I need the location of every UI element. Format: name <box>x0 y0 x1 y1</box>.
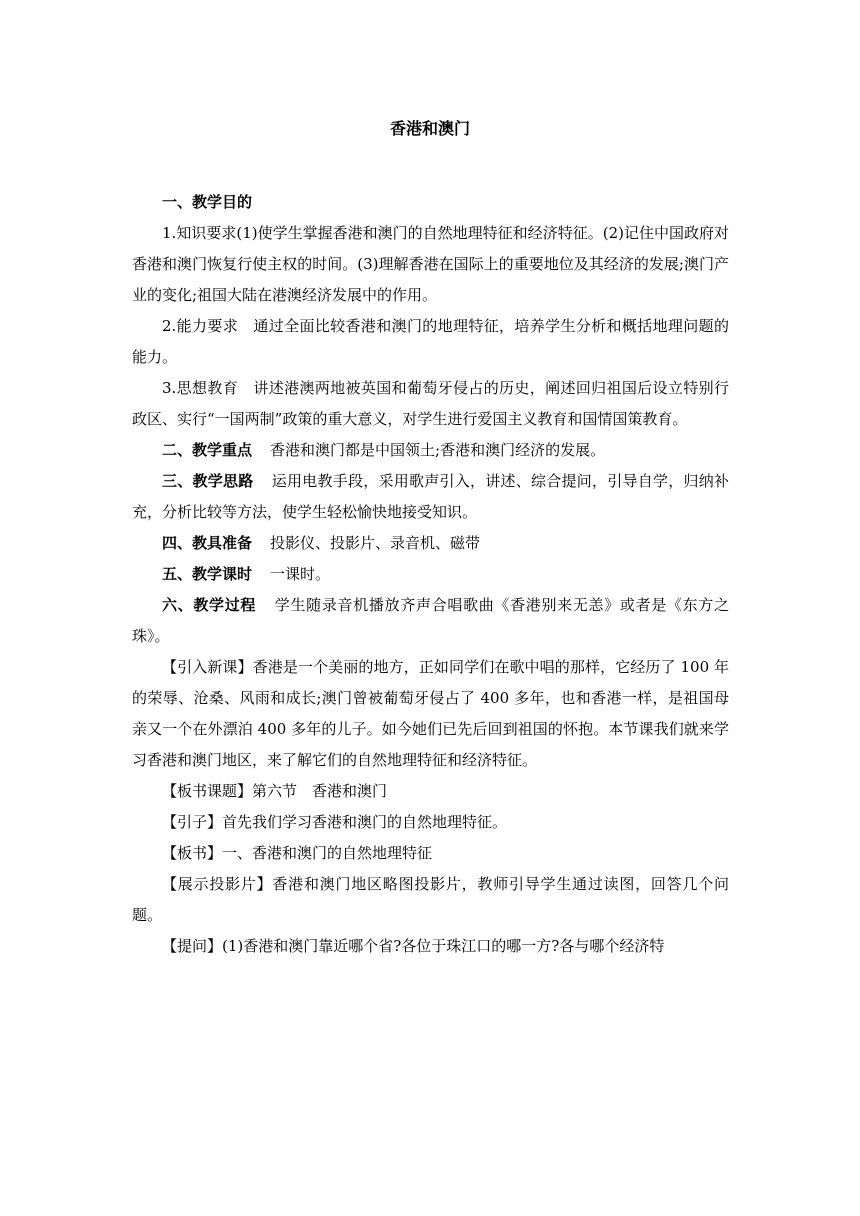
paragraph-board-writing: 【板书】一、香港和澳门的自然地理特征 <box>162 844 433 862</box>
section-teaching-approach <box>132 466 729 528</box>
paragraph-ability-requirements: 2.能力要求 通过全面比较香港和澳门的地理特征，培养学生分析和概括地理问题的能力。 <box>132 317 729 366</box>
document-body <box>132 187 729 962</box>
section-heading-key-points: 二、教学重点 <box>162 441 253 459</box>
paragraph-lead-in: 【引子】首先我们学习香港和澳门的自然地理特征。 <box>162 813 508 831</box>
teaching-process-text: 学生随录音机播放齐声合唱歌曲《香港别来无恙》或者是《东方之珠》。 <box>132 596 729 645</box>
section-heading-teaching-aids: 四、教具准备 <box>162 534 253 552</box>
key-points-text: 香港和澳门都是中国领土;香港和澳门经济的发展。 <box>270 441 606 459</box>
paragraph-ideological-education: 3.思想教育 讲述港澳两地被英国和葡萄牙侵占的历史，阐述回归祖国后设立特别行政区、实行“一国两制”政策的重大意义，对学生进行爱国主义教育和国情国策教育。 <box>132 379 729 428</box>
section-teaching-process <box>132 590 729 652</box>
section-key-points <box>132 435 729 466</box>
section-heading-teaching-approach: 三、教学思路 <box>162 472 254 490</box>
section-teaching-aids <box>132 528 729 559</box>
paragraph-question: 【提问】(1)香港和澳门靠近哪个省?各位于珠江口的哪一方?各与哪个经济特 <box>162 937 665 955</box>
paragraph-knowledge-requirements: 1.知识要求(1)使学生掌握香港和澳门的自然地理特征和经济特征。(2)记住中国政府对香港和澳门恢复行使主权的时间。(3)理解香港在国际上的重要地位及其经济的发展;澳门产业的变化;祖国大陆在港澳经济发展中的作用。 <box>132 224 729 304</box>
paragraph-board-title: 【板书课题】第六节 香港和澳门 <box>162 782 388 800</box>
paragraph-show-slide: 【展示投影片】香港和澳门地区略图投影片，教师引导学生通过读图，回答几个问题。 <box>132 875 729 924</box>
page-title: 香港和澳门 <box>389 119 470 138</box>
section-class-hours <box>132 559 729 590</box>
section-heading-teaching-process: 六、教学过程 <box>162 596 257 614</box>
section-heading-class-hours: 五、教学课时 <box>162 565 253 583</box>
paragraph-introduction: 【引入新课】香港是一个美丽的地方，正如同学们在歌中唱的那样，它经历了 100 年的荣辱、沧桑、风雨和成长;澳门曾被葡萄牙侵占了 400 多年，也和香港一样，是祖国母亲又一个在外漂泊 400 多年的儿子。如今她们已先后回到祖国的怀抱。本节课我们就来学习香港和澳门地区，来了解它们的自然地理特征和经济特征。 <box>132 658 729 769</box>
teaching-approach-text: 运用电教手段，采用歌声引入，讲述、综合提问，引导自学，归纳补充，分析比较等方法，使学生轻松愉快地接受知识。 <box>132 472 729 521</box>
teaching-aids-text: 投影仪、投影片、录音机、磁带 <box>270 534 481 552</box>
class-hours-text: 一课时。 <box>270 565 331 583</box>
section-heading-objectives: 一、教学目的 <box>162 193 253 211</box>
